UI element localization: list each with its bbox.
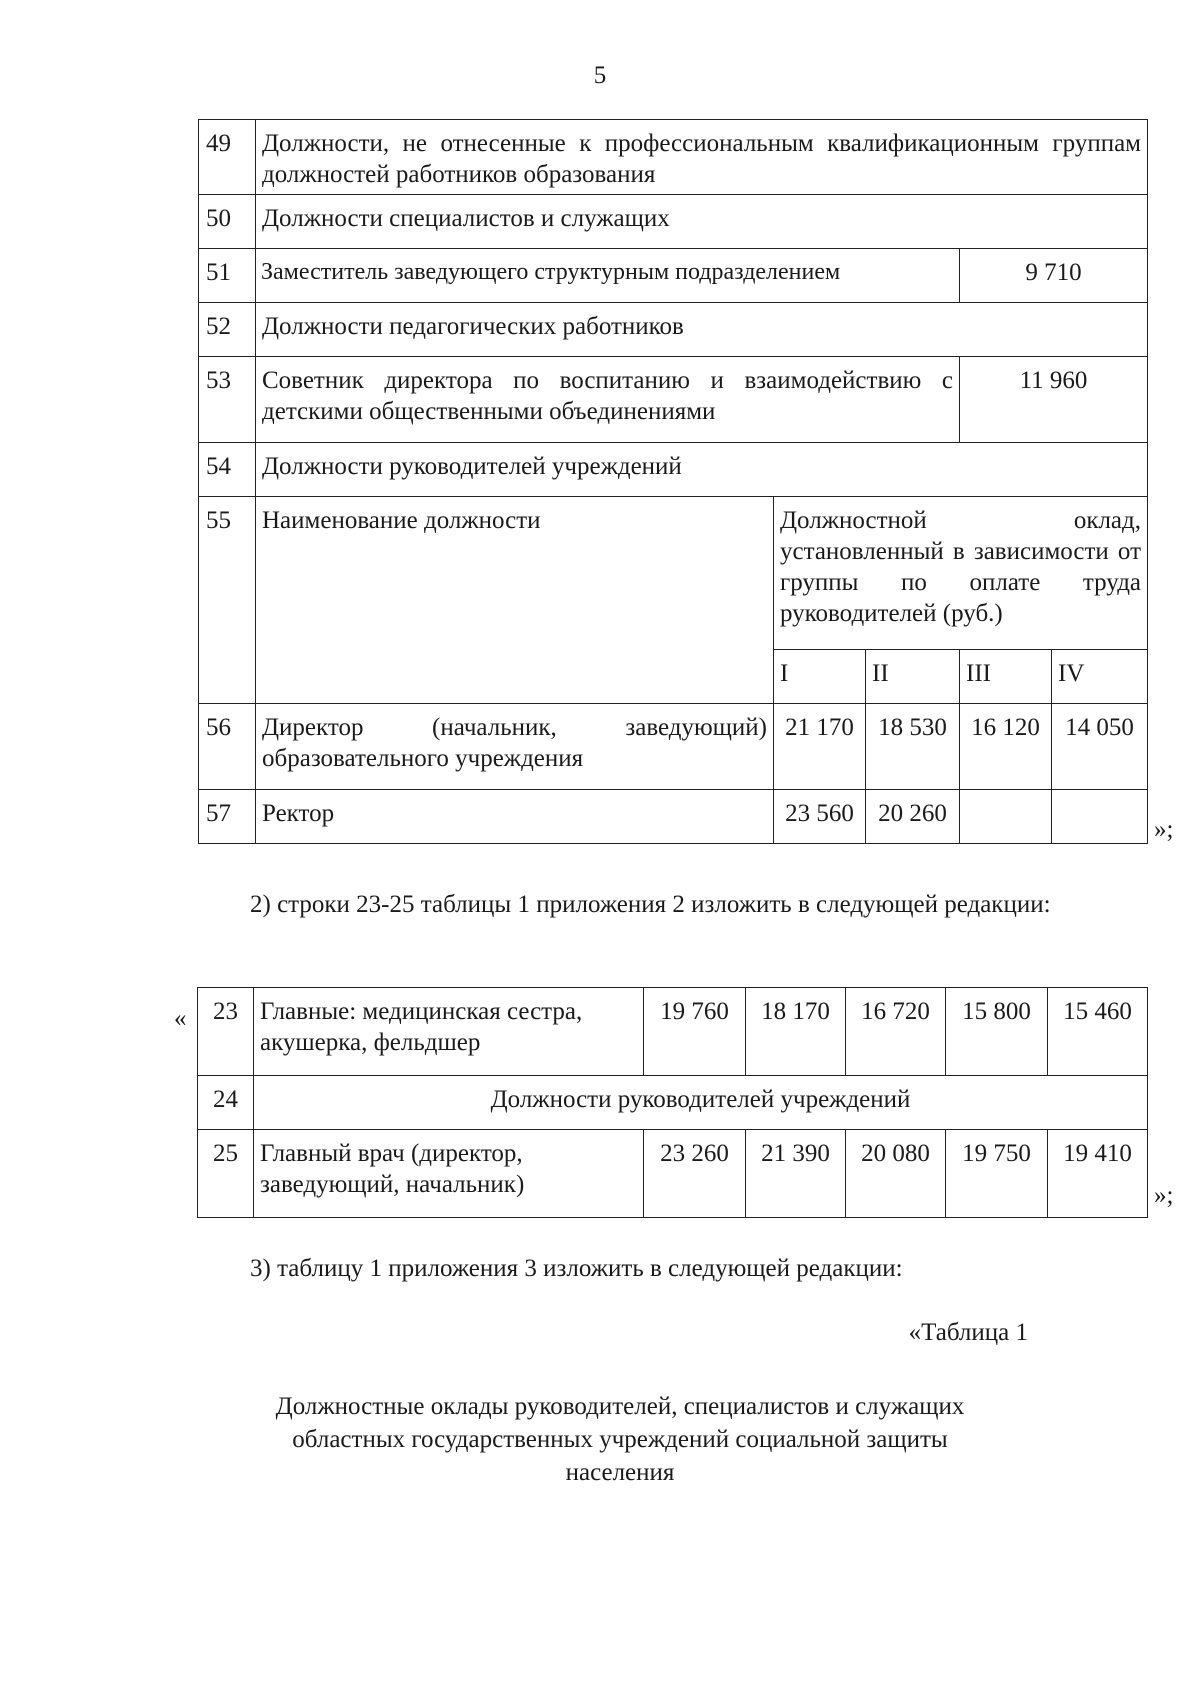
table-row (199, 497, 1148, 650)
row-number: 50 (199, 195, 256, 249)
column-header-position: Наименование должности (256, 497, 774, 704)
table-row (199, 249, 1148, 303)
row-number: 55 (199, 497, 256, 704)
group-header: IV (1052, 650, 1148, 704)
salary-value: 19 750 (946, 1130, 1048, 1218)
position-name: Главные: медицинская сестра, акушерка, фельдшер (254, 988, 644, 1076)
table-row (199, 120, 1148, 195)
salary-value: 20 260 (866, 790, 960, 844)
row-title: Должности руководителей учреждений (256, 443, 1148, 497)
closing-quote: »; (1154, 1182, 1174, 1209)
row-number: 24 (198, 1076, 254, 1130)
salary-value: 19 410 (1048, 1130, 1148, 1218)
table-row (198, 1130, 1148, 1218)
table-row (198, 988, 1148, 1076)
table-label-text: «Таблица 1 (908, 1319, 1028, 1346)
row-number: 53 (199, 357, 256, 443)
salary-value: 21 390 (746, 1130, 846, 1218)
paragraph-item-2 (250, 889, 1125, 920)
salary-value (1052, 790, 1148, 844)
title-line: областных государственных учреждений социальной защиты (292, 1426, 948, 1453)
salary-value: 18 170 (746, 988, 846, 1076)
salary-value: 21 170 (774, 704, 866, 790)
row-title: Должности специалистов и служащих (256, 195, 1148, 249)
page-number: 5 (593, 62, 607, 89)
position-name: Директор (начальник, заведующий) образовательного учреждения (256, 704, 774, 790)
table-row (199, 195, 1148, 249)
closing-quote: »; (1154, 816, 1174, 843)
group-header: I (774, 650, 866, 704)
row-number: 54 (199, 443, 256, 497)
table-row (199, 443, 1148, 497)
salary-value: 23 560 (774, 790, 866, 844)
document-section-title (240, 1390, 1000, 1489)
opening-quote: « (174, 1005, 187, 1032)
row-number: 23 (198, 988, 254, 1076)
row-title: Должности педагогических работников (256, 303, 1148, 357)
row-number: 56 (199, 704, 256, 790)
salary-value: 19 760 (644, 988, 746, 1076)
table-row (199, 790, 1148, 844)
salary-value: 11 960 (960, 357, 1148, 443)
salary-value (960, 790, 1052, 844)
row-number: 57 (199, 790, 256, 844)
group-header: III (960, 650, 1052, 704)
group-header: II (866, 650, 960, 704)
table-row (198, 1076, 1148, 1130)
position-name: Советник директора по воспитанию и взаимодействию с детскими общественными объединениями (256, 357, 960, 443)
salary-value: 15 800 (946, 988, 1048, 1076)
title-line: населения (565, 1459, 675, 1486)
row-title: Должности, не отнесенные к профессиональным квалификационным группам должностей работников образования (256, 120, 1148, 195)
salary-value: 20 080 (846, 1130, 946, 1218)
row-number: 25 (198, 1130, 254, 1218)
paragraph-item-3: 3) таблицу 1 приложения 3 изложить в следующей редакции: (250, 1255, 903, 1282)
salary-table-medical (197, 987, 1148, 1218)
paragraph-text: 2) строки 23-25 таблицы 1 приложения 2 изложить в следующей редакции: (250, 891, 1051, 918)
salary-value: 16 720 (846, 988, 946, 1076)
column-header-salary: Должностной оклад, установленный в зависимости от группы по оплате труда руководителей (руб.) (774, 497, 1148, 650)
position-name: Ректор (256, 790, 774, 844)
position-name: Главный врач (директор, заведующий, начальник) (254, 1130, 644, 1218)
salary-table-education (198, 119, 1148, 844)
salary-value: 23 260 (644, 1130, 746, 1218)
salary-value: 18 530 (866, 704, 960, 790)
salary-value: 15 460 (1048, 988, 1148, 1076)
position-name: Заместитель заведующего структурным подразделением (256, 249, 960, 303)
salary-value: 16 120 (960, 704, 1052, 790)
row-number: 51 (199, 249, 256, 303)
row-title: Должности руководителей учреждений (254, 1076, 1148, 1130)
table-row (199, 704, 1148, 790)
salary-value: 14 050 (1052, 704, 1148, 790)
table-row (199, 303, 1148, 357)
row-number: 49 (199, 120, 256, 195)
salary-value: 9 710 (960, 249, 1148, 303)
row-number: 52 (199, 303, 256, 357)
title-line: Должностные оклады руководителей, специалистов и служащих (275, 1393, 965, 1420)
table-row (199, 357, 1148, 443)
